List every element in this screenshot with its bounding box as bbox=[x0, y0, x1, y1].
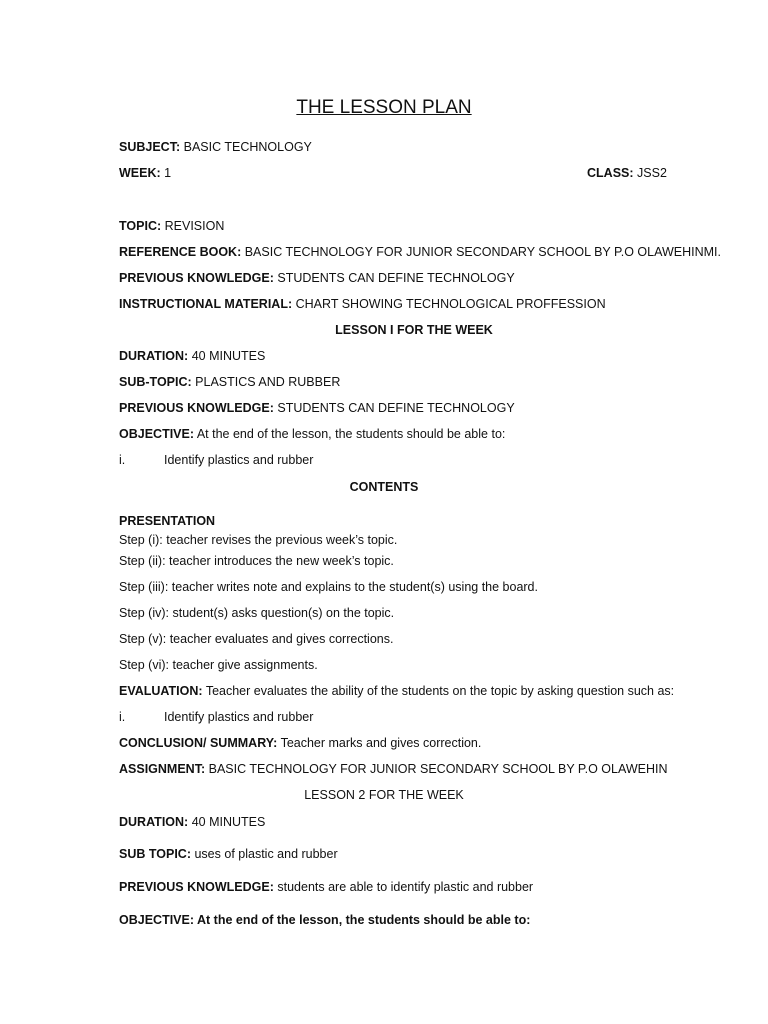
instructional-material-line bbox=[119, 296, 606, 312]
conclusion-label: CONCLUSION/ SUMMARY: bbox=[119, 736, 278, 750]
subject-label: SUBJECT: bbox=[119, 140, 181, 154]
evaluation-line bbox=[119, 683, 674, 699]
lesson2-duration-value: 40 MINUTES bbox=[191, 815, 266, 829]
lesson1-duration-label: DURATION: bbox=[119, 349, 189, 363]
lesson2-subtopic-line bbox=[119, 846, 338, 862]
assignment-value: BASIC TECHNOLOGY FOR JUNIOR SECONDARY SCHOOL BY P.O OLAWEHIN bbox=[208, 762, 668, 776]
lesson1-objective-line bbox=[119, 426, 505, 442]
step-1: Step (i): teacher revises the previous week’s topic. bbox=[119, 533, 398, 547]
lesson1-objective-label: OBJECTIVE: bbox=[119, 427, 195, 441]
subject-line bbox=[119, 139, 312, 155]
evaluation-item bbox=[119, 709, 519, 725]
step-5: Step (v): teacher evaluates and gives corrections. bbox=[119, 632, 394, 646]
topic-line bbox=[119, 218, 224, 234]
class-line bbox=[587, 165, 667, 181]
lesson2-duration-label: DURATION: bbox=[119, 815, 189, 829]
page-title: THE LESSON PLAN bbox=[296, 97, 472, 118]
subject-value: BASIC TECHNOLOGY bbox=[183, 140, 312, 154]
lesson1-previous-knowledge-line bbox=[119, 400, 515, 416]
week-value: 1 bbox=[164, 166, 172, 180]
evaluation-value: Teacher evaluates the ability of the students on the topic by asking question such as: bbox=[205, 684, 675, 698]
lesson2-heading: LESSON 2 FOR THE WEEK bbox=[304, 788, 464, 802]
lesson1-objective-item bbox=[119, 452, 519, 468]
instructional-material-value: CHART SHOWING TECHNOLOGICAL PROFFESSION bbox=[295, 297, 606, 311]
class-value: JSS2 bbox=[637, 166, 667, 180]
lesson1-subtopic-value: PLASTICS AND RUBBER bbox=[195, 375, 341, 389]
reference-book-value: BASIC TECHNOLOGY FOR JUNIOR SECONDARY SCHOOL BY P.O OLAWEHINMI. bbox=[244, 245, 721, 259]
lesson1-previous-knowledge-label: PREVIOUS KNOWLEDGE: bbox=[119, 401, 274, 415]
conclusion-line bbox=[119, 735, 481, 751]
lesson2-objective-line: OBJECTIVE: At the end of the lesson, the students should be able to: bbox=[119, 913, 531, 927]
step-4: Step (iv): student(s) asks question(s) on the topic. bbox=[119, 606, 395, 620]
lesson1-duration-line bbox=[119, 348, 265, 364]
topic-value: REVISION bbox=[164, 219, 225, 233]
step-2: Step (ii): teacher introduces the new week’s topic. bbox=[119, 554, 394, 568]
lesson2-duration-line bbox=[119, 814, 265, 830]
conclusion-value: Teacher marks and gives correction. bbox=[280, 736, 482, 750]
previous-knowledge-label: PREVIOUS KNOWLEDGE: bbox=[119, 271, 274, 285]
week-label: WEEK: bbox=[119, 166, 161, 180]
lesson1-duration-value: 40 MINUTES bbox=[191, 349, 266, 363]
week-line bbox=[119, 165, 171, 181]
lesson2-previous-knowledge-value: students are able to identify plastic and rubber bbox=[277, 880, 534, 894]
topic-label: TOPIC: bbox=[119, 219, 162, 233]
list-number: i. bbox=[119, 453, 126, 467]
instructional-material-label: INSTRUCTIONAL MATERIAL: bbox=[119, 297, 293, 311]
previous-knowledge-line bbox=[119, 270, 515, 286]
previous-knowledge-value: STUDENTS CAN DEFINE TECHNOLOGY bbox=[277, 271, 515, 285]
lesson1-previous-knowledge-value: STUDENTS CAN DEFINE TECHNOLOGY bbox=[277, 401, 515, 415]
list-item-text: Identify plastics and rubber bbox=[164, 453, 314, 467]
lesson2-previous-knowledge-label: PREVIOUS KNOWLEDGE: bbox=[119, 880, 274, 894]
lesson1-subtopic-line bbox=[119, 374, 340, 390]
lesson2-subtopic-label: SUB TOPIC: bbox=[119, 847, 191, 861]
reference-book-line bbox=[119, 244, 721, 260]
list-item-text: Identify plastics and rubber bbox=[164, 710, 314, 724]
step-6: Step (vi): teacher give assignments. bbox=[119, 658, 318, 672]
lesson1-objective-value: At the end of the lesson, the students should be able to: bbox=[196, 427, 506, 441]
evaluation-label: EVALUATION: bbox=[119, 684, 203, 698]
lesson1-subtopic-label: SUB-TOPIC: bbox=[119, 375, 192, 389]
presentation-heading: PRESENTATION bbox=[119, 514, 216, 528]
assignment-line bbox=[119, 761, 668, 777]
lesson1-heading: LESSON I FOR THE WEEK bbox=[335, 323, 493, 337]
assignment-label: ASSIGNMENT: bbox=[119, 762, 206, 776]
contents-heading: CONTENTS bbox=[349, 480, 419, 494]
class-label: CLASS: bbox=[587, 166, 634, 180]
list-number: i. bbox=[119, 710, 126, 724]
step-3: Step (iii): teacher writes note and explains to the student(s) using the board. bbox=[119, 580, 538, 594]
lesson2-previous-knowledge-line bbox=[119, 879, 533, 895]
lesson2-subtopic-value: uses of plastic and rubber bbox=[194, 847, 338, 861]
reference-book-label: REFERENCE BOOK: bbox=[119, 245, 242, 259]
